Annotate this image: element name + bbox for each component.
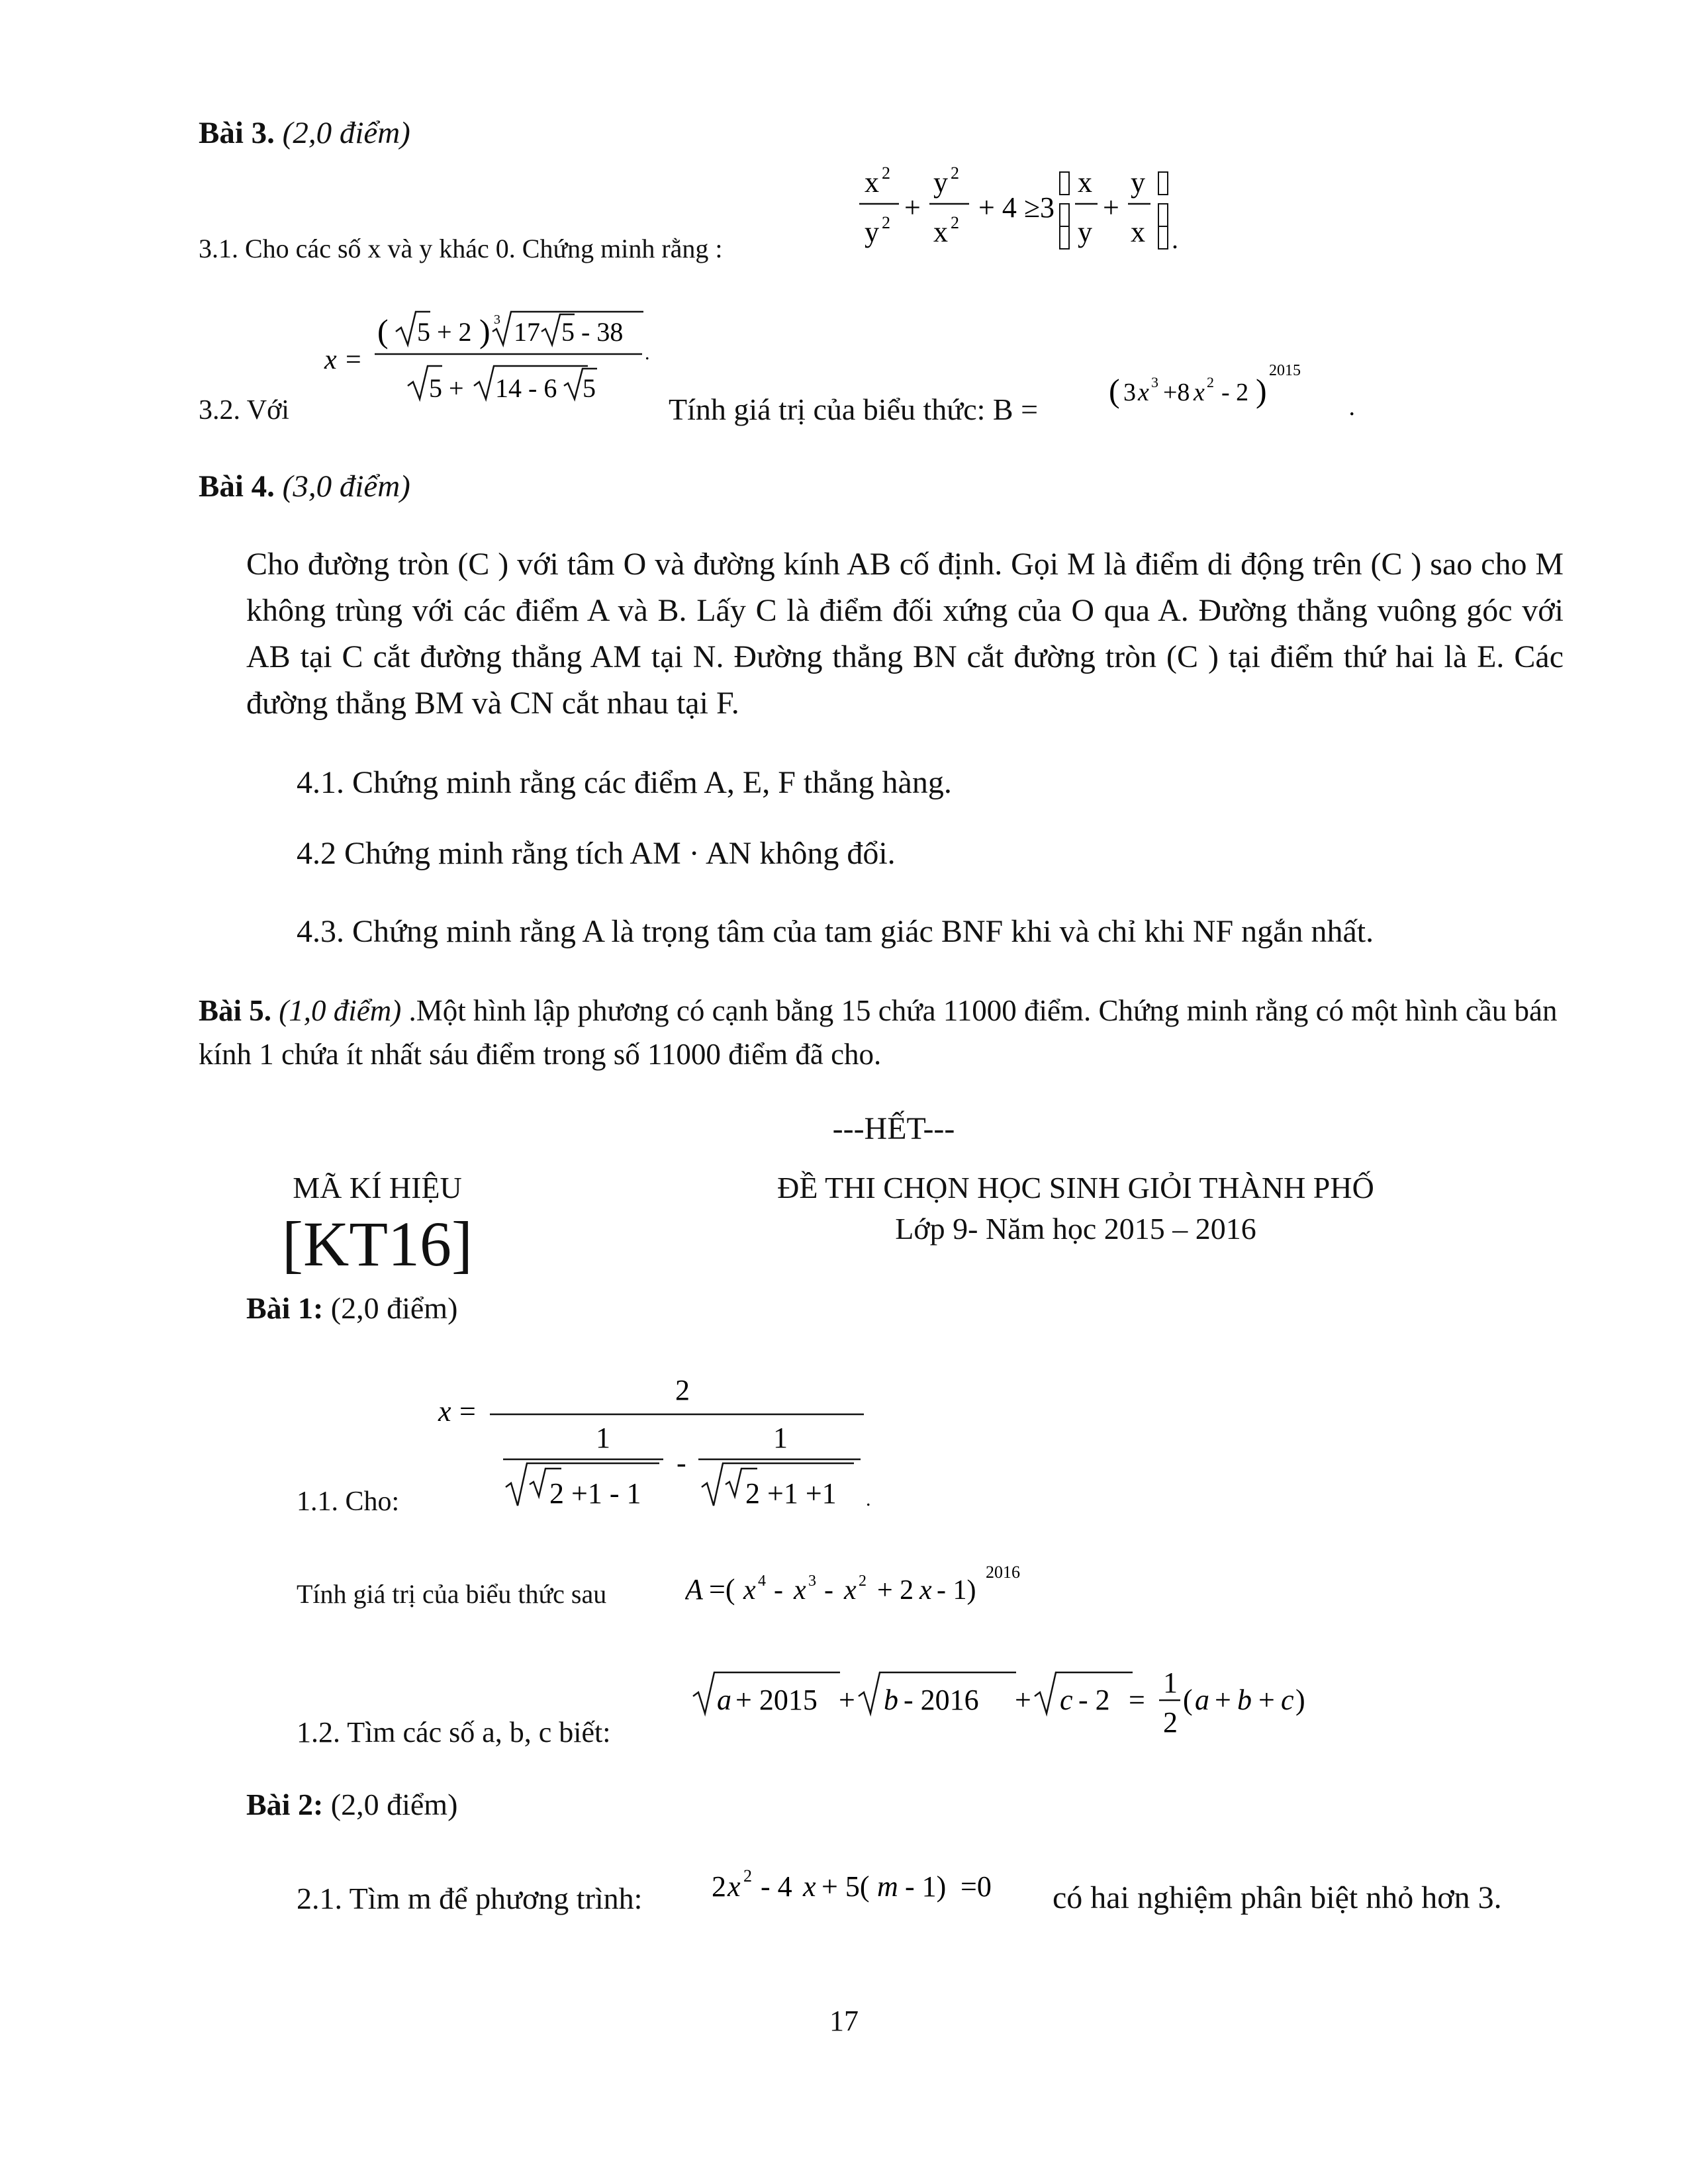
svg-text:2: 2 xyxy=(859,1572,867,1590)
bai1-q1-formula xyxy=(430,1367,894,1525)
svg-text:3: 3 xyxy=(1123,379,1136,406)
svg-text:14 - 6: 14 - 6 xyxy=(495,373,557,403)
svg-text:5 - 38: 5 - 38 xyxy=(561,317,624,347)
svg-text:2: 2 xyxy=(712,1870,726,1903)
svg-text:b: b xyxy=(1237,1684,1252,1716)
svg-text:2: 2 xyxy=(882,213,890,232)
svg-text:x: x xyxy=(743,1575,756,1606)
bai4-paragraph: Cho đường tròn (C ) với tâm O và đường kính AB cố định. Gọi M là điểm di động trên (C ) sao cho M không trùng với các điểm A và B. Lấy C là điểm đối xứng của O qua A. Đường thẳng vuông góc với AB tại C cắt đường thẳng AM tại N. Đường thẳng BN cắt đường tròn (C ) tại điểm thứ hai là E. Các đường thẳng BM và CN cắt nhau tại F. xyxy=(246,547,1564,721)
svg-text:a: a xyxy=(1195,1684,1209,1716)
exam-subtitle: Lớp 9- Năm học 2015 – 2016 xyxy=(895,1212,1256,1246)
bai5-paragraph xyxy=(199,989,1564,1076)
svg-text:y: y xyxy=(1131,166,1145,199)
svg-text:x: x xyxy=(1138,379,1149,406)
svg-text:2: 2 xyxy=(882,163,890,183)
svg-text:a: a xyxy=(717,1684,731,1716)
svg-text:(: ( xyxy=(1183,1684,1193,1716)
bai3-q1-formula xyxy=(859,159,1217,258)
svg-text:2: 2 xyxy=(951,163,959,183)
svg-text:- 2016: - 2016 xyxy=(904,1684,979,1716)
svg-text:1: 1 xyxy=(596,1422,610,1454)
svg-text:2: 2 xyxy=(743,1866,752,1886)
svg-text:y: y xyxy=(933,166,948,199)
svg-text:+: + xyxy=(904,191,921,224)
svg-text:+: + xyxy=(1258,1684,1275,1716)
svg-text:x: x xyxy=(844,1575,857,1606)
svg-text:1: 1 xyxy=(773,1422,788,1454)
svg-text:- 2: - 2 xyxy=(1221,379,1249,406)
svg-text:5: 5 xyxy=(583,373,596,403)
svg-text:2: 2 xyxy=(675,1374,690,1406)
svg-text:(: ( xyxy=(377,312,389,349)
svg-text:1: 1 xyxy=(1163,1666,1178,1699)
svg-text:x: x xyxy=(324,345,337,375)
svg-text:+ 5(: + 5( xyxy=(821,1870,870,1903)
bai4-title xyxy=(199,471,410,502)
svg-text:- 1): - 1) xyxy=(937,1575,976,1606)
bai3-q2-text: Tính giá trị của biểu thức: B = xyxy=(669,392,1039,426)
svg-text:-: - xyxy=(774,1575,783,1606)
svg-text:2: 2 xyxy=(1163,1706,1178,1739)
svg-text:-: - xyxy=(824,1575,833,1606)
svg-text:x: x xyxy=(1194,379,1205,406)
bai5-heading: Bài 5. xyxy=(199,994,272,1027)
svg-text:- 2: - 2 xyxy=(1078,1684,1110,1716)
svg-text:x: x xyxy=(1131,216,1145,248)
svg-text:=: = xyxy=(346,345,361,375)
svg-text:x: x xyxy=(933,216,948,248)
exam-code-label: MÃ KÍ HIỆU xyxy=(293,1171,462,1205)
svg-text:x: x xyxy=(1078,166,1092,199)
svg-text:+ 4 ≥3: + 4 ≥3 xyxy=(978,191,1055,224)
svg-text:(: ( xyxy=(1109,372,1120,409)
svg-text:): ) xyxy=(1256,372,1267,409)
bai4-item-2: 4.2 Chứng minh rằng tích AM · AN không đổi. xyxy=(297,836,896,871)
svg-text:y: y xyxy=(1078,216,1092,248)
bai2-q1-formula xyxy=(712,1856,1056,1916)
svg-text:+ 2: + 2 xyxy=(877,1575,914,1606)
bai3-q2-x-formula xyxy=(318,301,662,427)
bai4-item-1: 4.1. Chứng minh rằng các điểm A, E, F thẳng hàng. xyxy=(297,765,952,800)
bai4-heading: Bài 4. xyxy=(199,469,275,504)
svg-text:5 +: 5 + xyxy=(429,373,464,403)
bai1-q2-label: 1.2. Tìm các số a, b, c biết: xyxy=(297,1716,611,1749)
svg-text:=: = xyxy=(459,1395,476,1428)
svg-text:.: . xyxy=(866,1488,871,1510)
svg-text:=(: =( xyxy=(709,1573,735,1606)
x-nested-fraction-graphic xyxy=(430,1367,894,1525)
svg-text:-: - xyxy=(677,1447,686,1479)
abc-equation-graphic xyxy=(692,1658,1380,1751)
svg-text:.: . xyxy=(1348,393,1355,420)
svg-text:+: + xyxy=(1015,1684,1031,1716)
exam-title: ĐỀ THI CHỌN HỌC SINH GIỎI THÀNH PHỐ xyxy=(777,1171,1374,1205)
svg-text:2 +1 - 1: 2 +1 - 1 xyxy=(549,1477,641,1510)
svg-text:=0: =0 xyxy=(961,1870,992,1903)
svg-text:b: b xyxy=(884,1684,898,1716)
bai2-q1-text: có hai nghiệm phân biệt nhỏ hơn 3. xyxy=(1053,1880,1502,1915)
bai3-heading: Bài 3. xyxy=(199,116,275,150)
svg-text:3: 3 xyxy=(1151,374,1158,390)
svg-text:x: x xyxy=(438,1395,451,1428)
end-mark: ---HẾT--- xyxy=(832,1111,955,1146)
A-expression-graphic xyxy=(685,1555,1096,1615)
bai1-q1-text: Tính giá trị của biểu thức sau xyxy=(297,1579,607,1609)
inequality-formula-graphic xyxy=(859,159,1217,258)
bai5-text: .Một hình lập phương có cạnh bằng 15 chứa 11000 điểm. Chứng minh rằng có một hình cầu bán kính 1 chứa ít nhất sáu điểm trong số 11000 điểm đã cho. xyxy=(199,994,1558,1071)
svg-text:5 + 2: 5 + 2 xyxy=(417,317,472,347)
bai3-points: (2,0 điểm) xyxy=(282,116,410,150)
bai1-q1-A-formula xyxy=(685,1555,1096,1615)
svg-text:x: x xyxy=(803,1870,816,1903)
svg-text:2015: 2015 xyxy=(1269,362,1301,379)
svg-text:3: 3 xyxy=(808,1572,816,1590)
svg-text:x: x xyxy=(794,1575,806,1606)
bai3-q2-label: 3.2. Với xyxy=(199,395,289,426)
bai2-title xyxy=(246,1787,457,1822)
svg-text:17: 17 xyxy=(514,317,540,347)
svg-text:+: + xyxy=(1215,1684,1231,1716)
bai5-points: (1,0 điểm) xyxy=(279,994,402,1027)
svg-text:x: x xyxy=(727,1870,741,1903)
svg-text:=: = xyxy=(1129,1684,1145,1716)
svg-text:+8: +8 xyxy=(1163,379,1190,406)
svg-text:2 +1 +1: 2 +1 +1 xyxy=(745,1477,837,1510)
svg-text:m: m xyxy=(877,1870,898,1903)
page-number: 17 xyxy=(829,2005,859,2037)
bai2-q1-label: 2.1. Tìm m để phương trình: xyxy=(297,1882,643,1915)
bai3-q2-B-formula xyxy=(1109,354,1360,420)
svg-text:): ) xyxy=(1295,1684,1305,1716)
svg-text:2: 2 xyxy=(1207,374,1214,390)
exam-code: [KT16] xyxy=(282,1208,473,1279)
bai3-title xyxy=(199,118,410,149)
svg-text:- 1): - 1) xyxy=(905,1870,947,1903)
svg-text:4: 4 xyxy=(758,1572,766,1590)
bai4-points: (3,0 điểm) xyxy=(282,469,410,504)
svg-text:2016: 2016 xyxy=(986,1563,1020,1582)
svg-text:c: c xyxy=(1060,1684,1073,1716)
bai1-points: (2,0 điểm) xyxy=(330,1291,458,1325)
bai1-q1-label: 1.1. Cho: xyxy=(297,1486,400,1517)
B-expression-graphic xyxy=(1109,354,1360,420)
bai4-item-3: 4.3. Chứng minh rằng A là trọng tâm của tam giác BNF khi và chỉ khi NF ngắn nhất. xyxy=(297,914,1374,949)
bai2-heading: Bài 2: xyxy=(246,1788,324,1821)
svg-text:3: 3 xyxy=(494,312,500,327)
bai1-title xyxy=(246,1291,457,1326)
svg-text:.: . xyxy=(1172,224,1178,254)
svg-text:x: x xyxy=(865,166,879,199)
svg-text:y: y xyxy=(865,216,879,248)
svg-text:.: . xyxy=(645,342,650,364)
svg-text:+: + xyxy=(839,1684,855,1716)
svg-text:+ 2015: + 2015 xyxy=(735,1684,818,1716)
bai1-heading: Bài 1: xyxy=(246,1291,324,1325)
x-fraction-graphic xyxy=(318,301,662,427)
bai1-q2-formula xyxy=(692,1658,1380,1751)
svg-text:- 4: - 4 xyxy=(761,1870,792,1903)
svg-text:x: x xyxy=(919,1575,932,1606)
svg-text:A: A xyxy=(685,1573,703,1606)
quadratic-equation-graphic xyxy=(712,1856,1056,1916)
svg-text:): ) xyxy=(479,312,491,349)
svg-text:2: 2 xyxy=(951,213,959,232)
svg-text:+: + xyxy=(1103,191,1119,224)
bai2-points: (2,0 điểm) xyxy=(330,1788,458,1821)
bai3-q1-label: 3.1. Cho các số x và y khác 0. Chứng minh rằng : xyxy=(199,234,723,263)
svg-text:c: c xyxy=(1281,1684,1294,1716)
